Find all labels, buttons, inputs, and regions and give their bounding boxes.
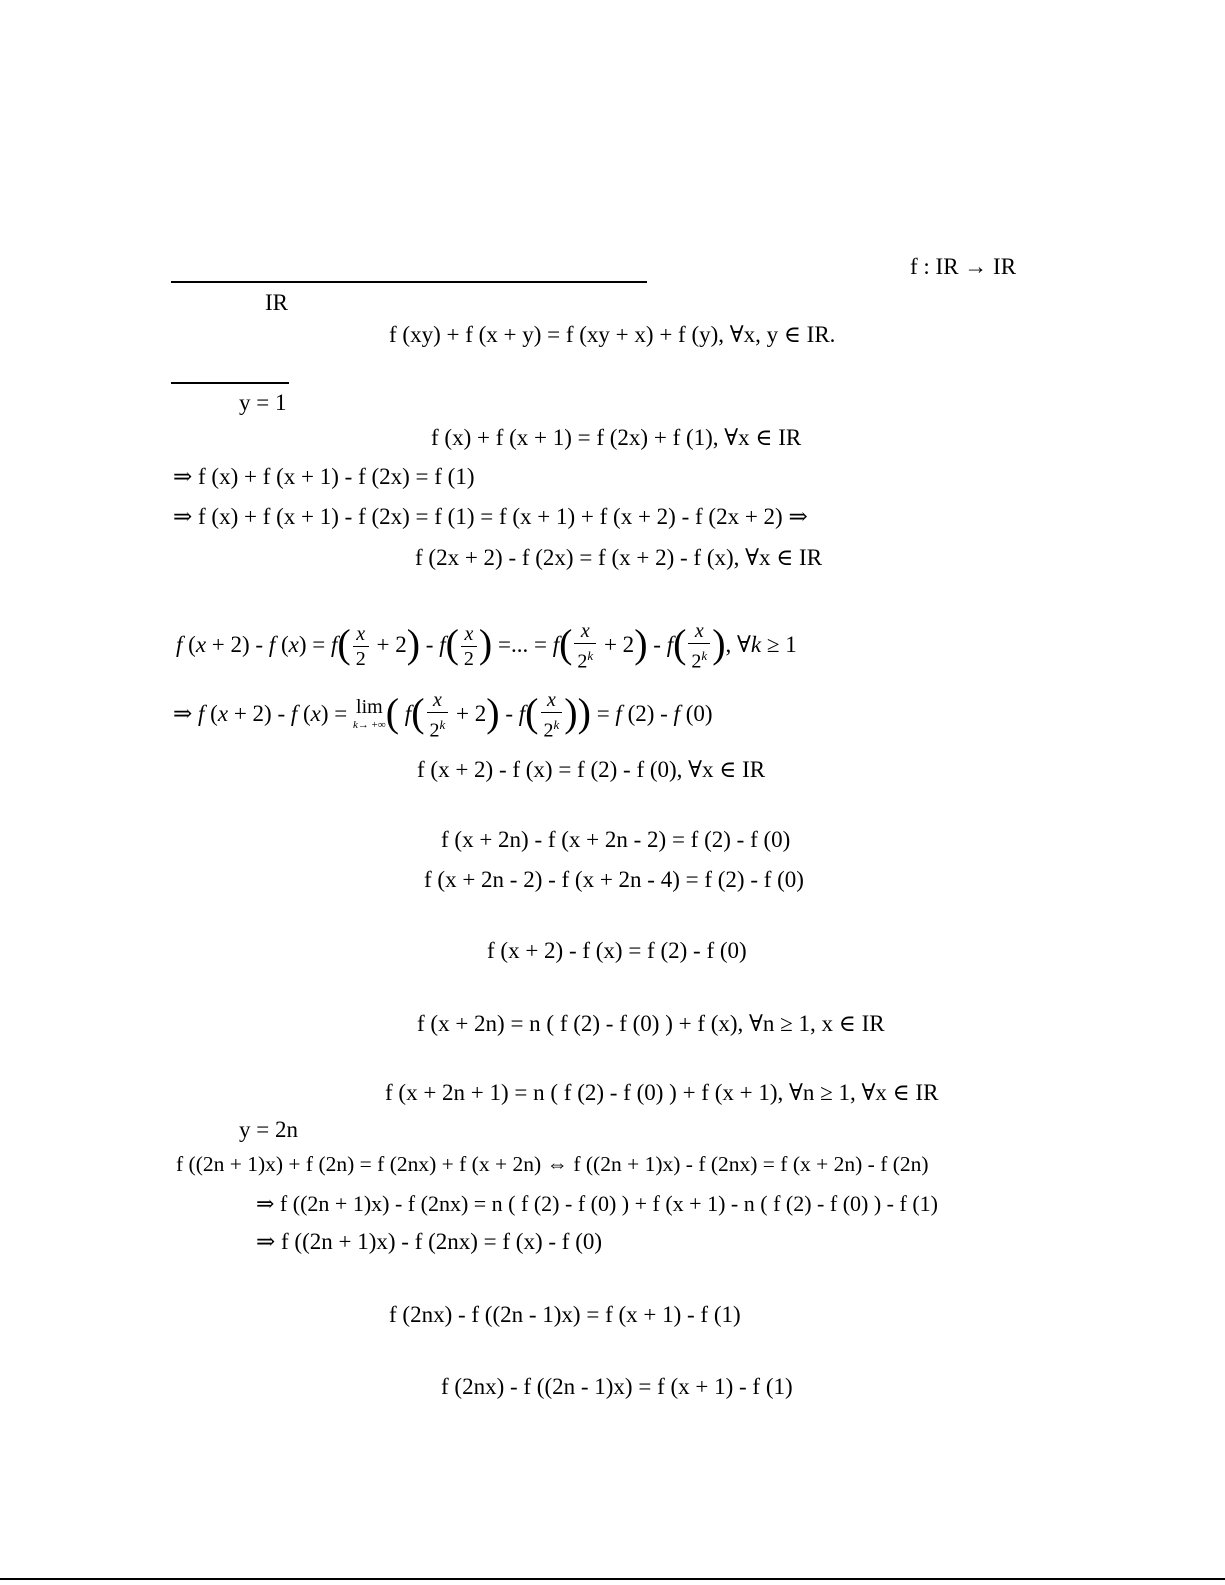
equation-line-7: f (x + 2) - f (x) = f (2) - f (0), ∀x ∈ IR (417, 757, 766, 782)
equation-line-3: ⇒ f (x) + f (x + 1) - f (2x) = f (1) = f (x + 1) + f (x + 2) - f (2x + 2) ⇒ (173, 504, 808, 529)
equation-line-2: ⇒ f (x) + f (x + 1) - f (2x) = f (1) (173, 464, 475, 489)
substitution-y-2n: y = 2n (239, 1117, 298, 1142)
equation-line-16: f (2nx) - f ((2n - 1)x) = f (x + 1) - f (1) (389, 1302, 741, 1327)
function-domain: f : IR → IR (910, 254, 1017, 279)
equation-line-1: f (x) + f (x + 1) = f (2x) + f (1), ∀x ∈ IR (431, 425, 802, 450)
equation-line-8: f (x + 2n) - f (x + 2n - 2) = f (2) - f (0) (441, 827, 791, 852)
equation-line-15: ⇒ f ((2n + 1)x) - f (2nx) = f (x) - f (0) (256, 1229, 603, 1254)
solution-underline (171, 382, 289, 384)
equation-line-9: f (x + 2n - 2) - f (x + 2n - 4) = f (2) - f (0) (424, 867, 804, 892)
equation-line-6: ⇒ f (x + 2) - f (x) = lim k→ +∞ ( f( $\frac{x}{2^k}$ + 2) - f( $\frac{x}{2^k}$ )) = f (2) - f (0) (173, 689, 713, 743)
equation-line-5: f (x + 2) - f (x) = f( $\frac{x}{2}$ + 2) - f( $\frac{x}{2}$ ) =... = f( $\frac{x}{2^k}$ + 2) - f( $\frac{x}{2^k}$ ), ∀k ≥ 1 (176, 620, 797, 674)
equation-line-10: f (x + 2) - f (x) = f (2) - f (0) (487, 938, 747, 963)
section-underline (171, 281, 647, 283)
equation-line-4: f (2x + 2) - f (2x) = f (x + 2) - f (x), ∀x ∈ IR (415, 545, 823, 570)
equation-line-14: ⇒ f ((2n + 1)x) - f (2nx) = n ( f (2) - f (0) ) + f (x + 1) - n ( f (2) - f (0) ) - f (1) (256, 1191, 938, 1216)
substitution-y-1: y = 1 (239, 390, 287, 415)
equation-line-11: f (x + 2n) = n ( f (2) - f (0) ) + f (x), ∀n ≥ 1, x ∈ IR (417, 1011, 885, 1036)
equation-line-13: f ((2n + 1)x) + f (2n) = f (2nx) + f (x + 2n) ⇔ f ((2n + 1)x) - f (2nx) = f (x + 2n) - f (2n) (176, 1152, 929, 1176)
functional-equation: f (xy) + f (x + y) = f (xy + x) + f (y), ∀x, y ∈ IR. (389, 322, 836, 347)
domain-symbol: IR (265, 290, 288, 315)
equation-line-12: f (x + 2n + 1) = n ( f (2) - f (0) ) + f (x + 1), ∀n ≥ 1, ∀x ∈ IR (385, 1080, 939, 1105)
page-bottom-border (0, 1578, 1225, 1580)
equation-line-17: f (2nx) - f ((2n - 1)x) = f (x + 1) - f (1) (441, 1374, 793, 1399)
